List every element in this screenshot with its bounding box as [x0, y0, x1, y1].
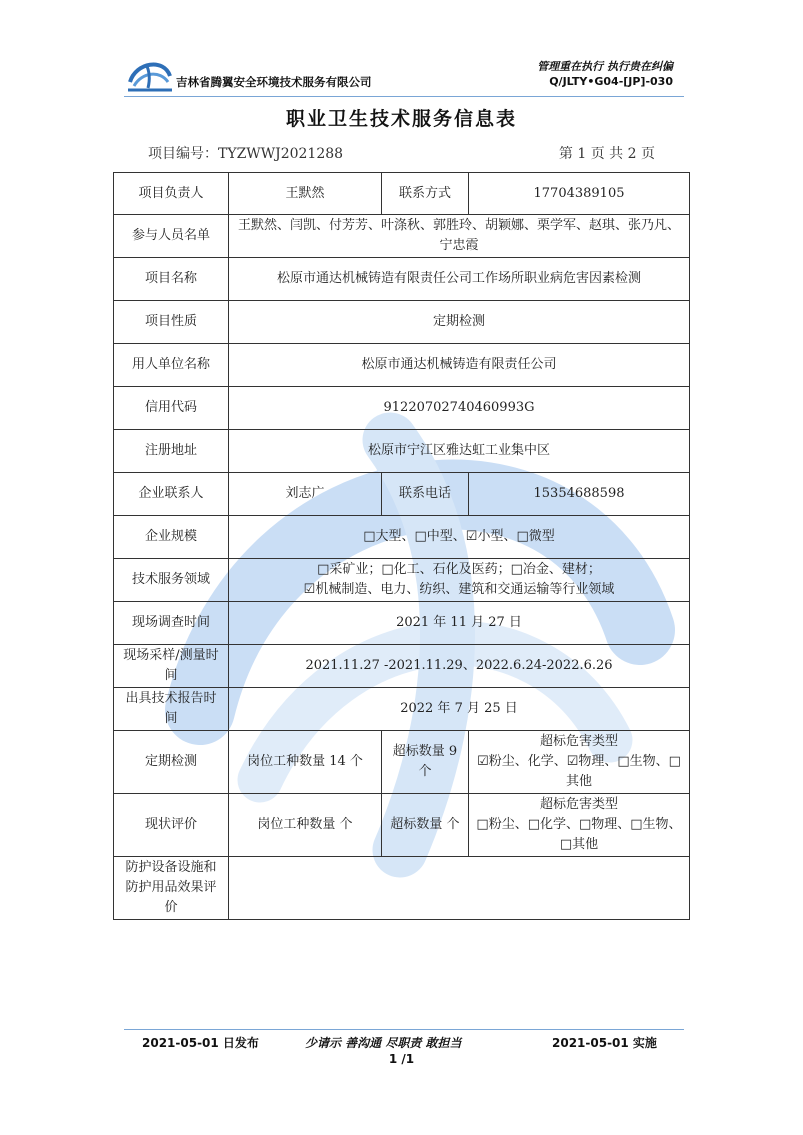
protection-label: 防护设备设施和防护用品效果评价	[114, 857, 229, 920]
publish-date: 2021-05-01 日发布	[142, 1036, 259, 1050]
table-row	[114, 688, 690, 731]
members-value: 王默然、闫凯、付芳芳、叶涤秋、郭胜玲、胡颖娜、栗学军、赵琪、张乃凡、宁忠霞	[229, 215, 690, 258]
table-row	[114, 559, 690, 602]
service-field-value	[229, 559, 690, 602]
project-name-value: 松原市通达机械铸造有限责任公司工作场所职业病危害因素检测	[229, 258, 690, 301]
periodic-types-value: ☑粉尘、化学、☑物理、□生物、□其他	[477, 754, 681, 789]
table-row	[114, 430, 690, 473]
table-row	[114, 258, 690, 301]
status-exceed: 超标数量 个	[382, 794, 469, 857]
status-label: 现状评价	[114, 794, 229, 857]
status-types-value: □粉尘、□化学、□物理、□生物、□其他	[476, 817, 682, 852]
status-types-title: 超标危害类型	[539, 797, 618, 812]
service-field-label: 技术服务领域	[114, 559, 229, 602]
implement-date: 2021-05-01 实施	[552, 1036, 657, 1050]
employer-label: 用人单位名称	[114, 344, 229, 387]
page-header	[0, 0, 803, 100]
members-label: 参与人员名单	[114, 215, 229, 258]
leader-value: 王默然	[229, 173, 382, 215]
company-name: 吉林省腾翼安全环境技术服务有限公司	[176, 75, 372, 89]
footer-page-number: 1 /1	[388, 1052, 415, 1066]
footer-slogan: 少请示 善沟通 尽职责 敢担当	[305, 1036, 462, 1050]
service-field-line-2: ☑机械制造、电力、纺织、建筑和交通运输等行业领域	[303, 582, 615, 597]
table-row	[114, 215, 690, 258]
periodic-posts: 岗位工种数量 14 个	[229, 731, 382, 794]
table-row	[114, 602, 690, 645]
leader-label: 项目负责人	[114, 173, 229, 215]
periodic-types	[469, 731, 690, 794]
report-time-label: 出具技术报告时间	[114, 688, 229, 731]
table-row	[114, 344, 690, 387]
address-value: 松原市宁江区雅达虹工业集中区	[229, 430, 690, 473]
project-nature-label: 项目性质	[114, 301, 229, 344]
enterprise-phone-value: 15354688598	[469, 473, 690, 516]
enterprise-contact-value: 刘志广	[229, 473, 382, 516]
service-field-line-1: □采矿业；□化工、石化及医药；□冶金、建材；	[317, 562, 601, 577]
project-number: 项目编号：TYZWWJ2021288	[148, 146, 344, 162]
periodic-exceed: 超标数量 9 个	[382, 731, 469, 794]
table-row	[114, 857, 690, 920]
scale-value: □大型、□中型、☑小型、□微型	[229, 516, 690, 559]
status-types	[469, 794, 690, 857]
header-motto: 管理重在执行 执行贵在纠偏	[537, 60, 673, 73]
enterprise-contact-label: 企业联系人	[114, 473, 229, 516]
status-posts: 岗位工种数量 个	[229, 794, 382, 857]
table-row	[114, 731, 690, 794]
table-row	[114, 473, 690, 516]
page-title: 职业卫生技术服务信息表	[285, 108, 517, 130]
employer-value: 松原市通达机械铸造有限责任公司	[229, 344, 690, 387]
survey-time-label: 现场调查时间	[114, 602, 229, 645]
table-row	[114, 387, 690, 430]
project-name-label: 项目名称	[114, 258, 229, 301]
enterprise-phone-label: 联系电话	[382, 473, 469, 516]
document-code: Q/JLTY•G04-[JP]-030	[549, 75, 673, 88]
credit-code-value: 91220702740460993G	[229, 387, 690, 430]
report-time-value: 2022 年 7 月 25 日	[229, 688, 690, 731]
table-row	[114, 516, 690, 559]
scale-label: 企业规模	[114, 516, 229, 559]
company-logo-icon	[126, 52, 174, 94]
protection-value	[229, 857, 690, 920]
page-info: 第 1 页 共 2 页	[558, 146, 655, 162]
periodic-types-title: 超标危害类型	[539, 734, 618, 749]
project-nature-value: 定期检测	[229, 301, 690, 344]
address-label: 注册地址	[114, 430, 229, 473]
table-row	[114, 645, 690, 688]
contact-label: 联系方式	[382, 173, 469, 215]
survey-time-value: 2021 年 11 月 27 日	[229, 602, 690, 645]
table-row	[114, 794, 690, 857]
periodic-label: 定期检测	[114, 731, 229, 794]
sampling-time-label: 现场采样/测量时间	[114, 645, 229, 688]
info-table	[113, 172, 690, 920]
table-row	[114, 173, 690, 215]
header-rule	[124, 96, 684, 97]
footer-rule	[124, 1029, 684, 1030]
table-row	[114, 301, 690, 344]
sampling-time-value: 2021.11.27 -2021.11.29、2022.6.24-2022.6.26	[229, 645, 690, 688]
credit-code-label: 信用代码	[114, 387, 229, 430]
contact-value: 17704389105	[469, 173, 690, 215]
